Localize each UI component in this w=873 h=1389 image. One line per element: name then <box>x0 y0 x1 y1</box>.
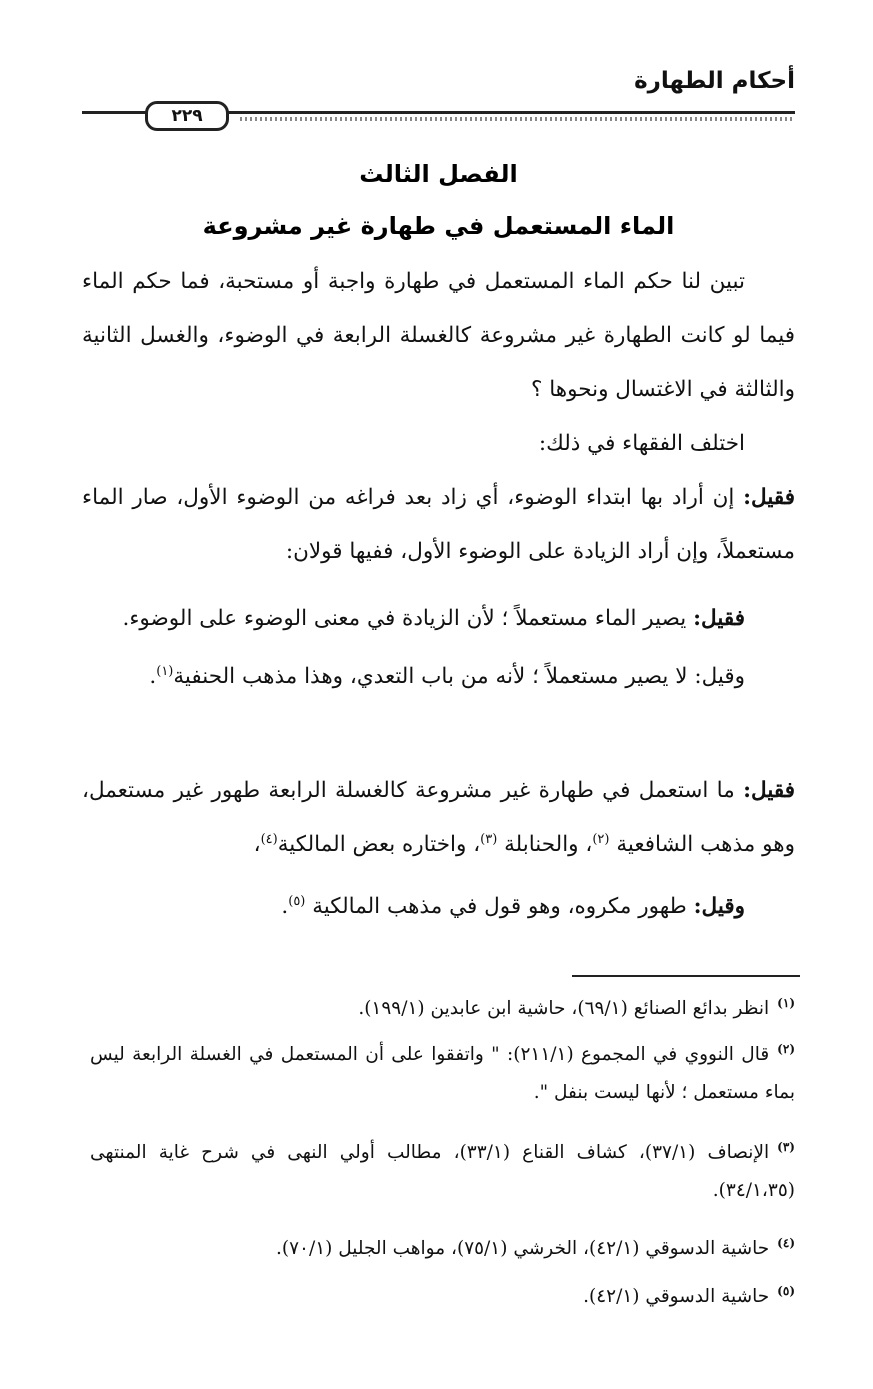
footnote-mark: (٥) <box>777 1283 795 1298</box>
footnote-ref-5[interactable]: (٥) <box>288 893 306 909</box>
opinion-text: ، واختاره بعض المالكية <box>277 832 481 857</box>
footnote-text: حاشية الدسوقي (٤٢/١). <box>583 1286 770 1307</box>
opinion-text: وقيل: لا يصير مستعملاً ؛ لأنه من باب التعدي، وهذا مذهب الحنفية <box>173 664 745 689</box>
footnote-4 <box>90 1230 795 1268</box>
footnote-text: قال النووي في المجموع (٢١١/١): " واتفقوا على أن المستعمل في الغسلة الرابعة ليس بماء مستعمل ؛ لأنها ليست بنفل ". <box>90 1044 795 1103</box>
opinion-text: ما استعمل في طهارة غير مشروعة كالغسلة الرابعة طهور غير مستعمل، وهو مذهب الشافعية <box>82 778 795 857</box>
footnote-3 <box>90 1134 795 1210</box>
footnote-ref-2[interactable]: (٢) <box>592 831 610 847</box>
footnote-separator <box>572 975 800 977</box>
opinion-text: إن أراد بها ابتداء الوضوء، أي زاد بعد فراغه من الوضوء الأول، صار الماء مستعملاً، وإن أراد الزيادة على الوضوء الأول، ففيها قولان: <box>82 485 795 564</box>
footnote-ref-4[interactable]: (٤) <box>260 831 278 847</box>
paragraph-opinion-1 <box>82 471 795 579</box>
paragraph-opinion-2 <box>82 764 795 872</box>
footnote-mark: (١) <box>777 995 795 1010</box>
sentence-end: . <box>149 664 157 689</box>
footnote-mark: (٢) <box>777 1041 795 1056</box>
footnote-5 <box>90 1278 795 1316</box>
sentence-end: . <box>281 894 289 919</box>
footnote-text: الإنصاف (٣٧/١)، كشاف القناع (٣٣/١)، مطالب أولي النهى في شرح غاية المنتهى (٣٤/١،٣٥). <box>90 1142 795 1201</box>
opinion-lead: فقيل: <box>743 778 795 803</box>
footnote-2 <box>90 1036 795 1112</box>
opinion-lead: وقيل: <box>693 894 745 919</box>
opinion-lead: فقيل: <box>693 606 745 631</box>
opinion-text: يصير الماء مستعملاً ؛ لأن الزيادة في معنى الوضوء على الوضوء. <box>122 606 694 631</box>
opinion-text: طهور مكروه، وهو قول في مذهب المالكية <box>305 894 694 919</box>
footnote-ref-3[interactable]: (٣) <box>480 831 498 847</box>
paragraph-opinion-3 <box>82 880 795 934</box>
chapter-title: الفصل الثالث <box>359 160 518 188</box>
opinion-text: ، <box>253 832 261 857</box>
paragraph-intro: تبين لنا حكم الماء المستعمل في طهارة واجبة أو مستحبة، فما حكم الماء فيما لو كانت الطهارة غير مشروعة كالغسلة الرابعة في الوضوء، والغسل الثانية والثالثة في الاغتسال ونحوها ؟ <box>82 269 795 402</box>
footnote-1 <box>90 990 795 1028</box>
footnote-ref-1[interactable]: (١) <box>156 663 174 679</box>
paragraph-opinion-1b <box>82 650 795 704</box>
opinion-text: ، والحنابلة <box>497 832 593 857</box>
footnote-text: انظر بدائع الصنائع (٦٩/١)، حاشية ابن عابدين (١٩٩/١). <box>358 998 770 1019</box>
chapter-subtitle: الماء المستعمل في طهارة غير مشروعة <box>202 212 675 240</box>
footnote-mark: (٤) <box>777 1235 795 1250</box>
paragraph-opinion-1a <box>82 592 795 646</box>
footnote-text: حاشية الدسوقي (٤٢/١)، الخرشي (٧٥/١)، مواهب الجليل (٧٠/١). <box>276 1238 770 1259</box>
footnote-mark: (٣) <box>777 1139 795 1154</box>
paragraph-disagreement: اختلف الفقهاء في ذلك: <box>538 431 745 456</box>
running-header-title: أحكام الطهارة <box>634 68 795 94</box>
header-rule-ornament <box>240 117 793 121</box>
page-number: ٢٢٩ <box>145 101 229 131</box>
opinion-lead: فقيل: <box>743 485 795 510</box>
